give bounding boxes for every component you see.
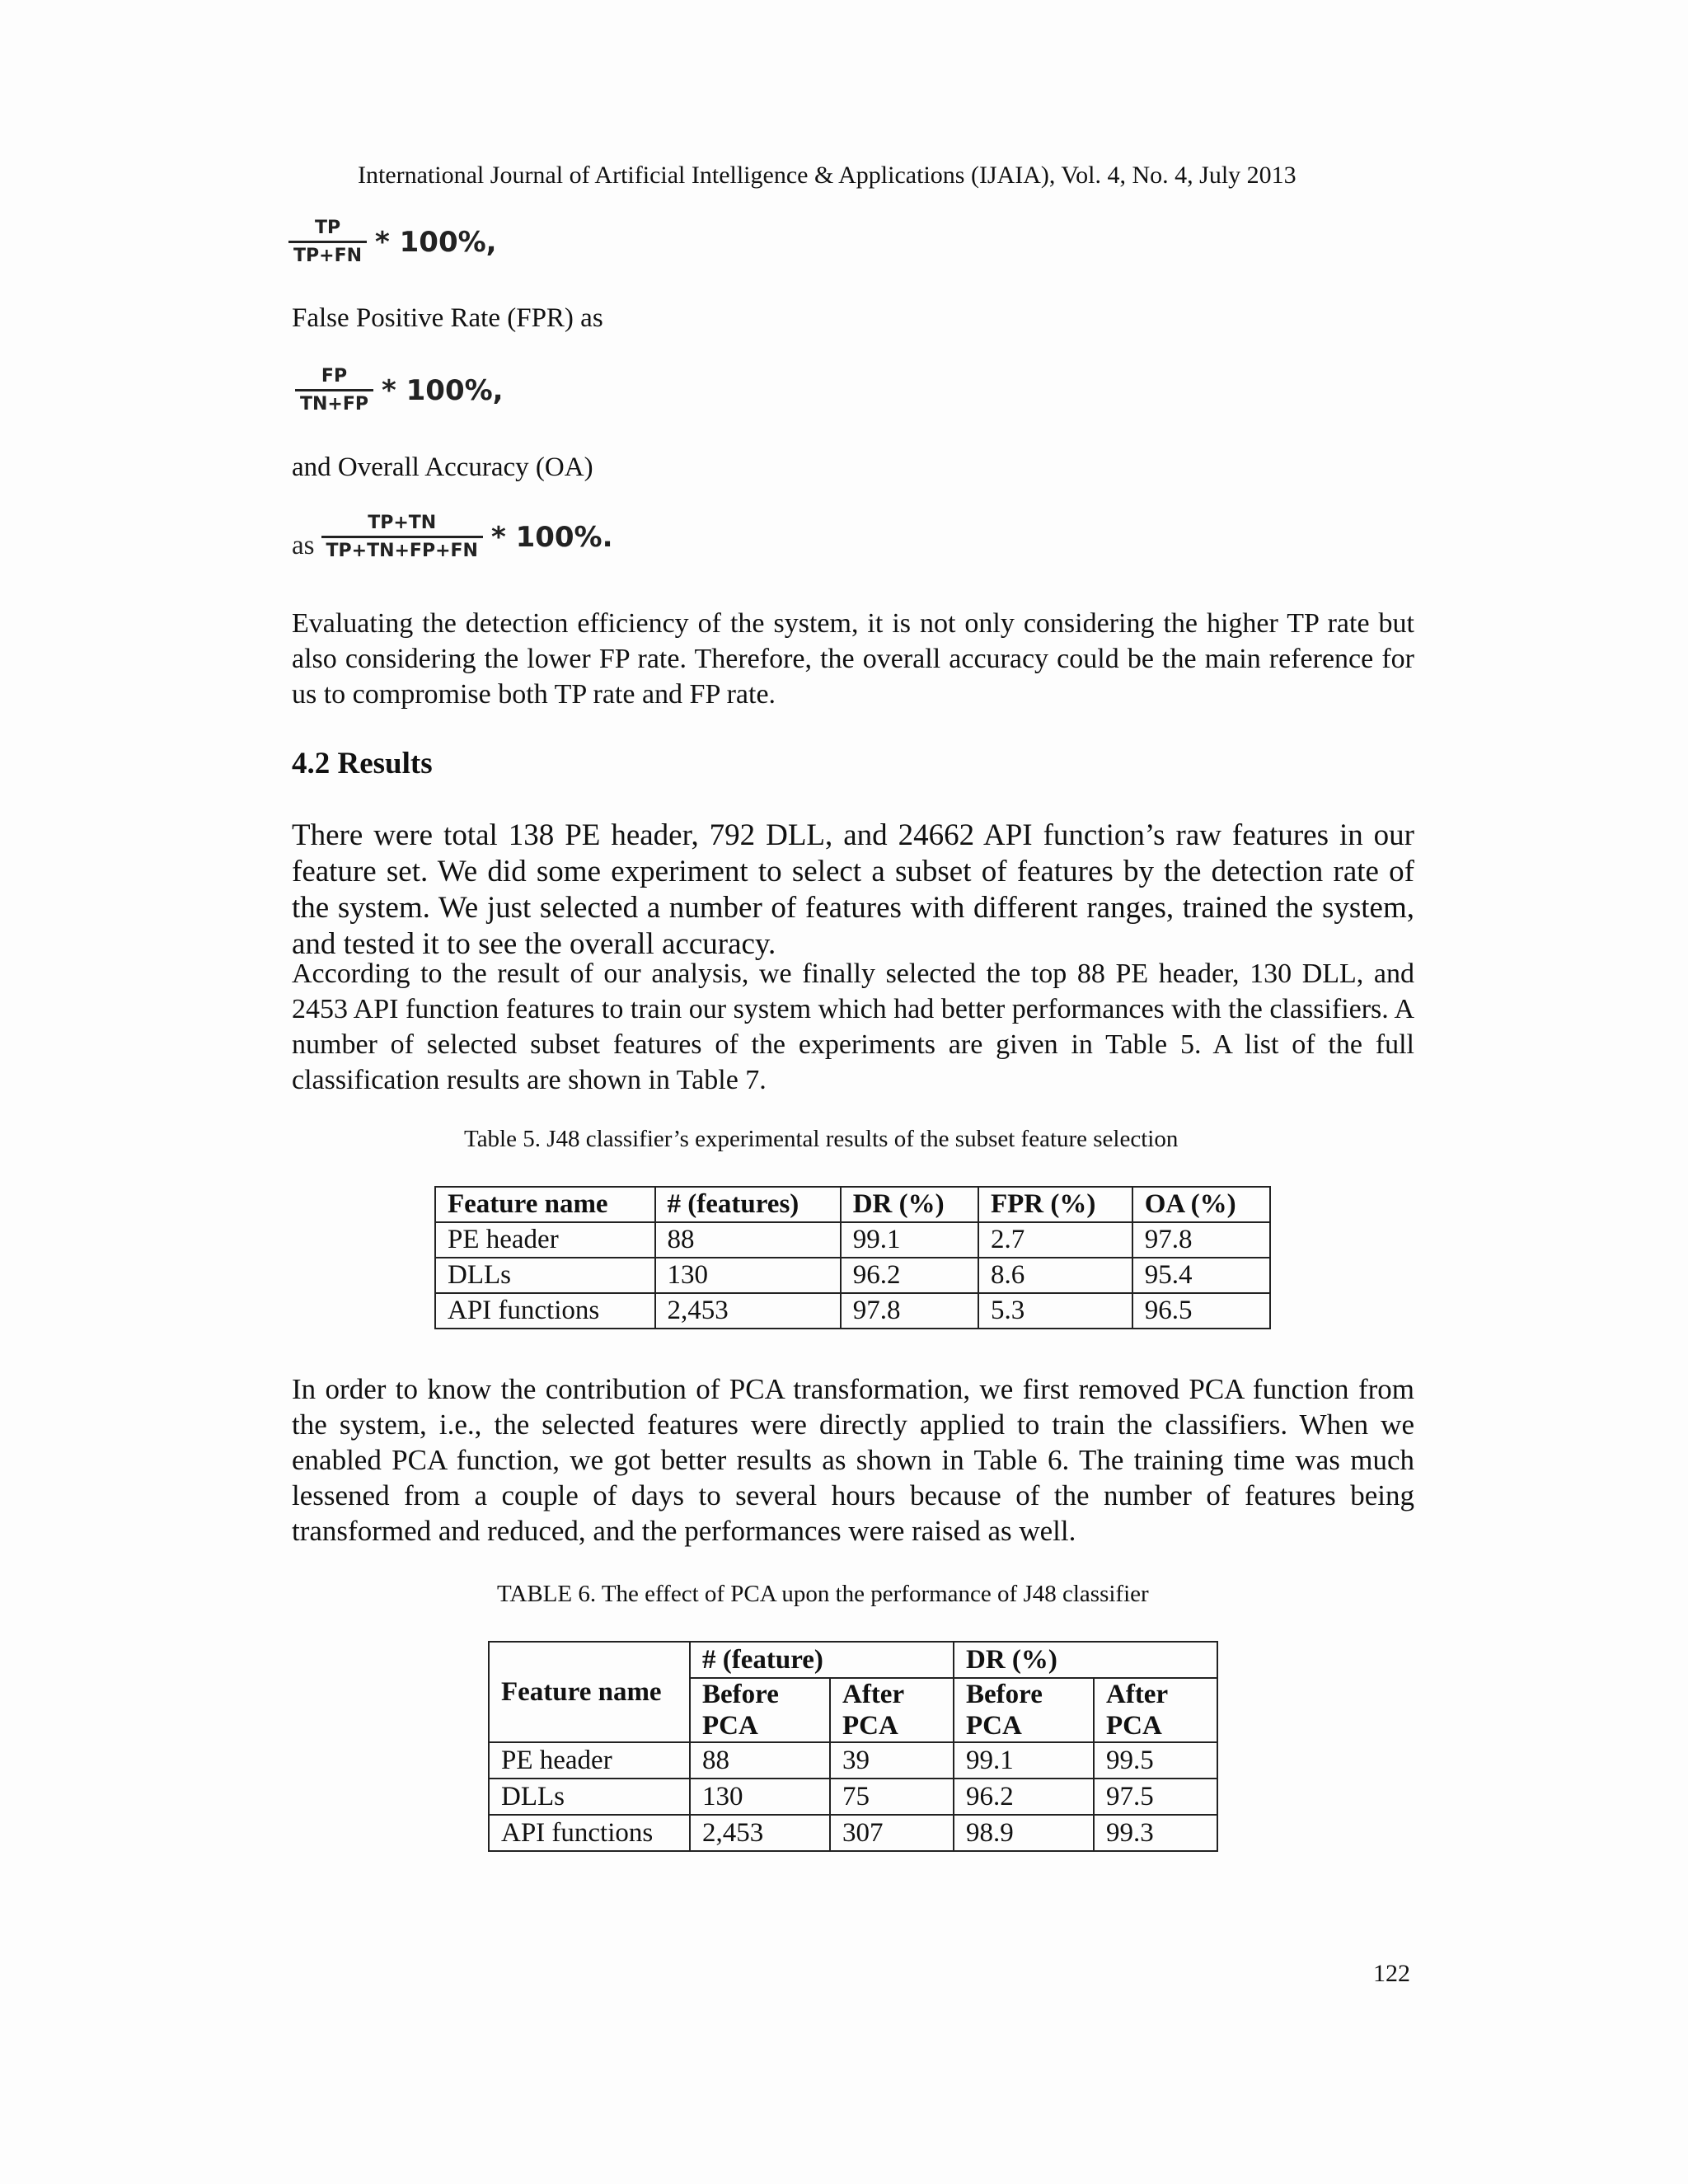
table5-caption: Table 5. J48 classifier’s experimental results of the subset feature selection [464, 1126, 1179, 1152]
oa-label: and Overall Accuracy (OA) [292, 452, 593, 482]
table-row [489, 1779, 1217, 1815]
table-cell: 130 [655, 1258, 841, 1293]
formula-oa-prefix: as [292, 531, 315, 560]
running-header: International Journal of Artificial Intelligence & Applications (IJAIA), Vol. 4, No. 4, July 2013 [358, 162, 1296, 189]
table-cell: 96.5 [1132, 1293, 1270, 1329]
formula-oa-multiplier: * 100%. [490, 520, 613, 554]
formula-oa [292, 513, 613, 561]
page-number: 122 [1373, 1960, 1410, 1987]
table-cell: 2,453 [690, 1815, 830, 1851]
table-cell: 2.7 [978, 1222, 1132, 1258]
table-cell: 97.8 [841, 1293, 978, 1329]
paragraph-pca: In order to know the contribution of PCA transformation, we first removed PCA function from the system, i.e., the selected features were directly applied to train the classifiers. When we enabled PCA function, we got better results as shown in Table 6. The training time was much lessened from a couple of days to several hours because of the number of features being transformed and reduced, and the performances were raised as well. [292, 1373, 1414, 1547]
formula-oa-fraction [321, 513, 483, 561]
table-cell: PE header [489, 1742, 690, 1779]
table-header-cell: After PCA [830, 1678, 954, 1742]
table-header-cell: DR (%) [841, 1187, 978, 1222]
table-cell: DLLs [489, 1779, 690, 1815]
paragraph-evaluation: Evaluating the detection efficiency of the system, it is not only considering the higher TP rate but also considering the lower FP rate. Therefore, the overall accuracy could be the main reference for us to compromise both TP rate and FP rate. [292, 608, 1414, 710]
table-row [435, 1258, 1270, 1293]
table6-caption: TABLE 6. The effect of PCA upon the performance of J48 classifier [497, 1581, 1149, 1607]
table-cell: 75 [830, 1779, 954, 1815]
table-header-cell: Before PCA [690, 1678, 830, 1742]
table-cell: 98.9 [954, 1815, 1094, 1851]
formula-fpr-fraction [295, 366, 373, 415]
table-cell: 99.1 [954, 1742, 1094, 1779]
table-cell: 99.1 [841, 1222, 978, 1258]
formula-dr-multiplier: * 100%, [375, 225, 497, 259]
paragraph-results-2: According to the result of our analysis, we finally selected the top 88 PE header, 130 DLL, and 2453 API function features to train our system which had better performances with the classifiers. A number of selected subset features of the experiments are given in Table 5. A list of the full classification results are shown in Table 7. [292, 958, 1414, 1095]
formula-dr-numerator: TP [314, 218, 341, 238]
table-cell: 88 [690, 1742, 830, 1779]
table-cell: 5.3 [978, 1293, 1132, 1329]
table-cell: 96.2 [954, 1779, 1094, 1815]
fpr-label: False Positive Rate (FPR) as [292, 303, 603, 333]
table-header-cell: Before PCA [954, 1678, 1094, 1742]
table-6 [488, 1641, 1218, 1852]
table-cell: 130 [690, 1779, 830, 1815]
formula-dr-fraction [288, 218, 367, 266]
table-header-cell: Feature name [489, 1642, 690, 1742]
table-header-row [435, 1187, 1270, 1222]
formula-fpr-denominator: TN+FP [295, 389, 373, 415]
formula-fpr [295, 366, 504, 415]
table-cell: 96.2 [841, 1258, 978, 1293]
table-cell: 39 [830, 1742, 954, 1779]
table-header-cell: DR (%) [954, 1642, 1217, 1678]
table-5 [434, 1186, 1271, 1329]
table-cell: 8.6 [978, 1258, 1132, 1293]
formula-detection-rate [288, 218, 497, 266]
table-cell: DLLs [435, 1258, 655, 1293]
formula-oa-numerator: TP+TN [368, 513, 437, 533]
table-header-cell: After PCA [1094, 1678, 1217, 1742]
table-header-cell: FPR (%) [978, 1187, 1132, 1222]
table-header-cell: Feature name [435, 1187, 655, 1222]
table-cell: 97.8 [1132, 1222, 1270, 1258]
table-row [489, 1815, 1217, 1851]
table-row [435, 1222, 1270, 1258]
table-cell: 99.3 [1094, 1815, 1217, 1851]
table-header-cell: # (feature) [690, 1642, 954, 1678]
formula-fpr-numerator: FP [321, 366, 348, 387]
formula-fpr-multiplier: * 100%, [382, 373, 504, 407]
table-cell: 88 [655, 1222, 841, 1258]
paragraph-results-1: There were total 138 PE header, 792 DLL, and 24662 API function’s raw features in our feature set. We did some experiment to select a subset of features by the detection rate of the system. We just selected a number of features with different ranges, trained the system, and tested it to see the overall accuracy. [292, 818, 1414, 961]
table-cell: 95.4 [1132, 1258, 1270, 1293]
table-cell: 307 [830, 1815, 954, 1851]
table-cell: API functions [489, 1815, 690, 1851]
table-header-row [489, 1642, 1217, 1678]
table-row [489, 1742, 1217, 1779]
table-cell: PE header [435, 1222, 655, 1258]
table-cell: 2,453 [655, 1293, 841, 1329]
table-header-cell: # (features) [655, 1187, 841, 1222]
formula-dr-denominator: TP+FN [288, 241, 367, 266]
table-cell: API functions [435, 1293, 655, 1329]
table-cell: 97.5 [1094, 1779, 1217, 1815]
formula-oa-denominator: TP+TN+FP+FN [321, 536, 483, 561]
table-cell: 99.5 [1094, 1742, 1217, 1779]
section-heading: 4.2 Results [292, 747, 433, 780]
table-row [435, 1293, 1270, 1329]
table-header-cell: OA (%) [1132, 1187, 1270, 1222]
